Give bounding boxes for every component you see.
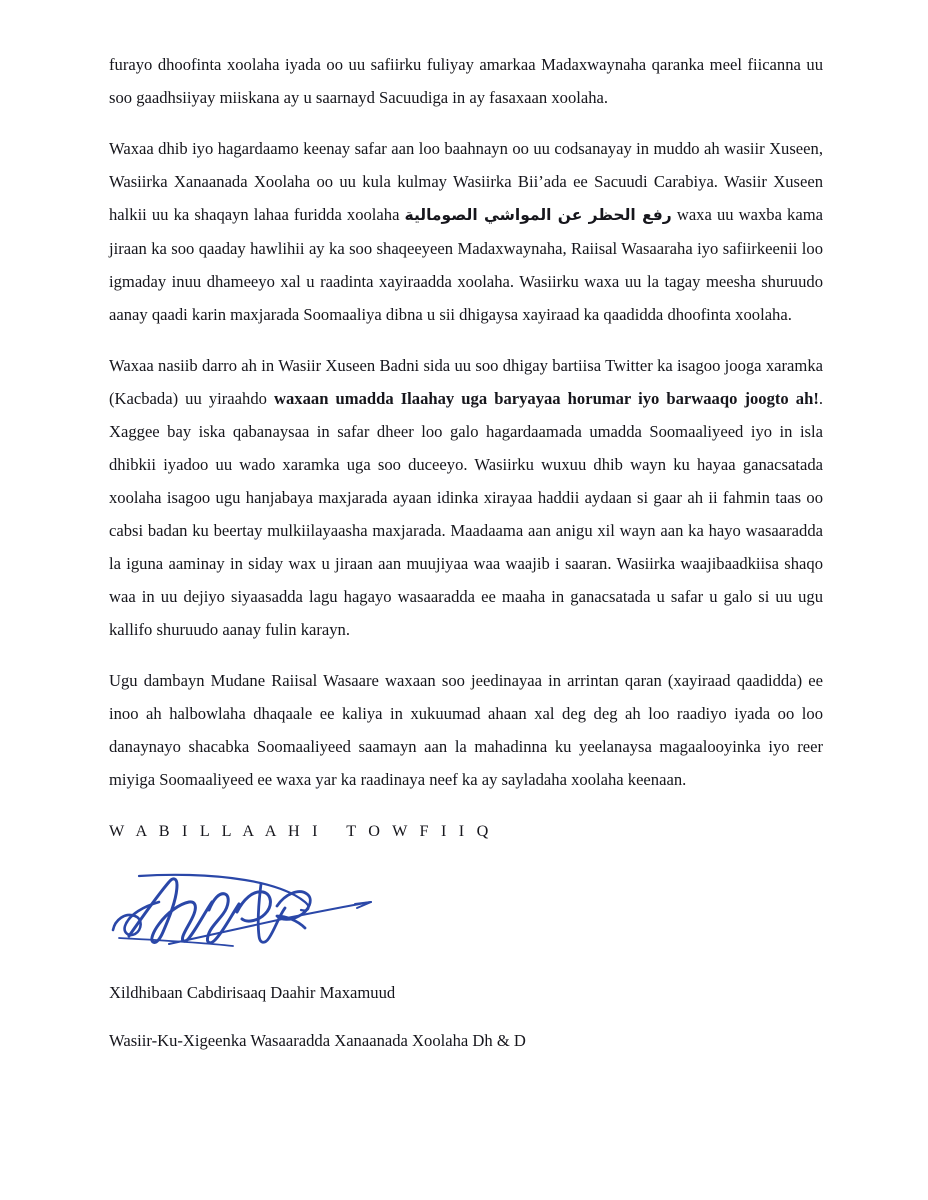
arabic-phrase: رفع الحظر عن المواشي الصومالية [404,206,672,224]
paragraph-4: Ugu dambayn Mudane Raiisal Wasaare waxaan soo jeedinayaa in arrintan qaran (xayiraad qaadidda) ee inoo ah halbowlaha dhaqaale ee kaliya in xukuumad ahaan xal deg deg ah loo raadiyo iyada oo loo danaynayo shacabka Soomaaliyeed saamayn aan la mahadinna ku yeelanaysa magaalooyinka iyo reer miyiga Soomaaliyeed ee waxa yar ka raadinaya neef ka ay sayladaha xoolaha keenaan. [109,671,823,789]
signer-name: Xildhibaan Cabdirisaaq Daahir Maxamuud [109,983,396,1002]
signature-image [109,866,409,952]
paragraph-3-text-after: . Xaggee bay iska qabanaysaa in safar dheer loo galo hagardaamada umadda Soomaaliyeed iyo in isla dhibkii iyadoo uu wado xaramka uga soo duceeyo. Wasiirku wuxuu dhib wayn ku hayaa ganacsatada xoolaha isagoo ugu hanjabaya maxjarada ayaan idinka xirayaa haddii aydaan si gaar ah ii fahmin taas oo cabsi badan ku beertay mulkiilayaasha maxjarada. Maadaama aan anigu xil wayn aan ka hayo wasaaradda la iguna aaminay in siday wax u jiraan aan muujiyaa waa waajib i saaran. Wasiirka waajibaadkiisa shaqo waa in uu dejiyo siyaasadda lagu hagayo wasaaradda ee maaha in ganacsatada u safar u galo si uu ugu kallifo shuruudo aanay fulin karayn. [109,389,824,639]
paragraph-2-text-before: Waxaa dhib iyo hagardaamo keenay safar aan loo baahnayn oo uu codsanayay in muddo ah wasiir Xuseen, Wasiirka Xanaanada Xoolaha oo uu kula kulmay Wasiirka Bii’ada ee Sacuudi Carabiya. Wasiir Xuseen halkii uu ka shaqayn lahaa furidda xoolaha [109,139,823,224]
emphasized-quote: waxaan umadda Ilaahay uga baryayaa horumar iyo barwaaqo joogto ah! [274,389,819,408]
paragraph-3-text-before: Waxaa nasiib darro ah in Wasiir Xuseen Badni sida uu soo dhigay bartiisa Twitter ka isagoo jooga xaramka (Kacbada) uu yiraahdo [109,356,823,408]
closing-salutation: W A B I L L A A H I T O W F I I Q [109,822,493,840]
paragraph-2-text-after: waxa uu waxba kama jiraan ka soo qaaday hawlihii ay ka soo shaqeeyeen Madaxwaynaha, Raiisal Wasaaraha iyo safiirkeenii loo igmaday inuu dhameeyo xal u raadinta xayiraadda xoolaha. Wasiirku waxa uu la tagay meesha shuruudo aanay qaadi karin maxjarada Soomaaliya dibna u sii dhigaysa xayiraad ka qaadidda dhoofinta xoolaha. [109,205,823,324]
signer-title: Wasiir-Ku-Xigeenka Wasaaradda Xanaanada Xoolaha Dh & D [109,1031,526,1050]
document-body [109,48,823,1056]
paragraph-3 [109,349,823,646]
paragraph-1: furayo dhoofinta xoolaha iyada oo uu safiirku fuliyay amarkaa Madaxwaynaha qaranka meel fiicanna uu soo gaadhsiiyay miiskana ay u saarnayd Sacuudiga in ay fasaxaan xoolaha. [109,55,823,107]
paragraph-2 [109,132,823,331]
